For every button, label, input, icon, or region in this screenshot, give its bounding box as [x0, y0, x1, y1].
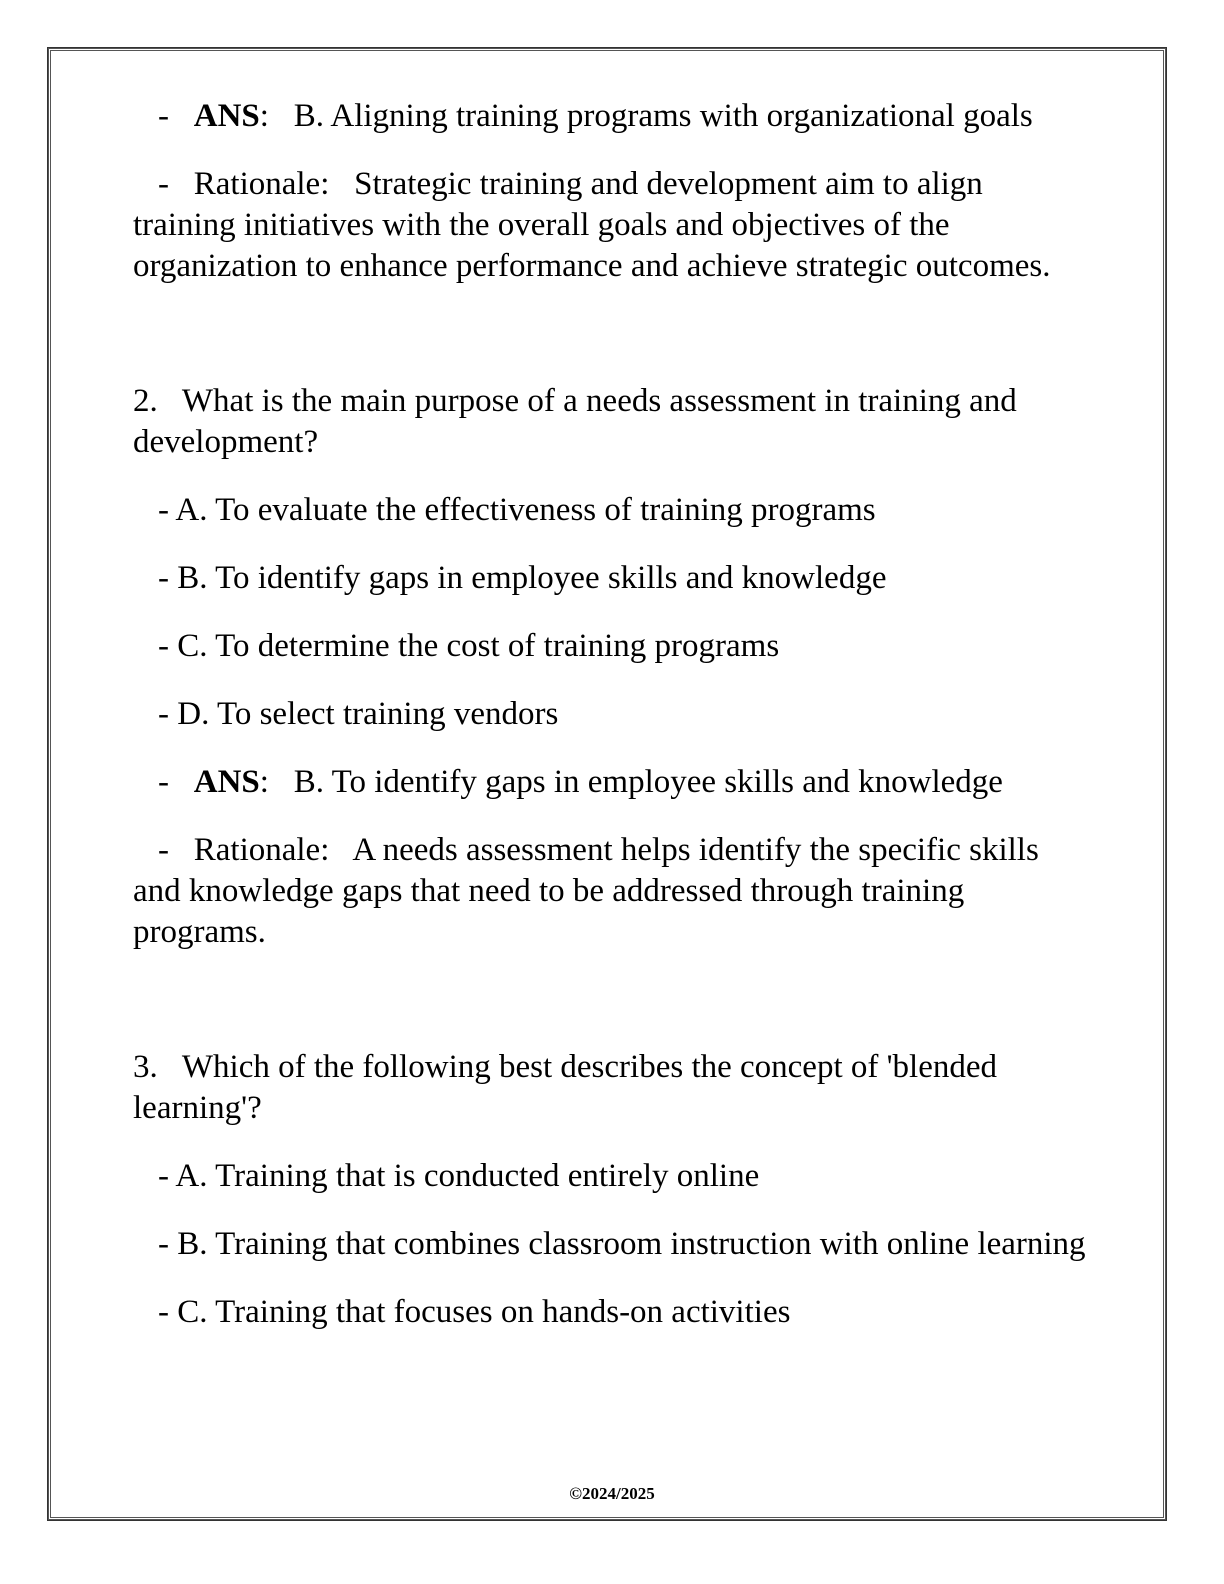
section-spacer — [133, 314, 1093, 381]
document-body — [133, 96, 1093, 1360]
q2-question-text: What is the main purpose of a needs assessment in training and development? — [133, 383, 1017, 460]
q3-number: 3. — [133, 1049, 158, 1085]
q3-question-text: Which of the following best describes the concept of 'blended learning'? — [133, 1049, 998, 1126]
copyright-footer: ©2024/2025 — [569, 1484, 655, 1503]
q1-answer-colon: : — [259, 98, 269, 134]
q3-option-b: - B. Training that combines classroom instruction with online learning — [158, 1226, 1086, 1262]
q2-number: 2. — [133, 383, 158, 419]
q2-answer-label: ANS — [193, 764, 260, 800]
q3-option-a: - A. Training that is conducted entirely online — [158, 1158, 760, 1194]
q2-answer — [133, 762, 1093, 803]
q2-option-a: - A. To evaluate the effectiveness of training programs — [158, 492, 876, 528]
q2-option-c: - C. To determine the cost of training programs — [158, 628, 780, 664]
q1-answer-label: ANS — [193, 98, 260, 134]
q2-answer-colon: : — [259, 764, 269, 800]
q2-rationale — [133, 830, 1093, 953]
q2-question — [133, 381, 1093, 463]
q1-answer-text: B. Aligning training programs with organizational goals — [293, 98, 1033, 134]
q2-option-b: - B. To identify gaps in employee skills and knowledge — [158, 560, 887, 596]
section-spacer — [133, 980, 1093, 1047]
q1-answer-dash: - — [158, 98, 169, 134]
q1-rationale-dash: - — [158, 166, 169, 202]
q1-rationale-text: Strategic training and development aim to align training initiatives with the overall goals and objectives of the organization to enhance performance and achieve strategic outcomes. — [133, 166, 1051, 284]
q1-answer — [133, 96, 1093, 137]
q2-answer-dash: - — [158, 764, 169, 800]
q1-rationale-label: Rationale: — [193, 166, 330, 202]
q1-rationale — [133, 164, 1093, 287]
q2-rationale-label: Rationale: — [193, 832, 330, 868]
q2-answer-text: B. To identify gaps in employee skills and knowledge — [293, 764, 1003, 800]
q2-rationale-dash: - — [158, 832, 169, 868]
q3-option-c: - C. Training that focuses on hands-on activities — [158, 1294, 791, 1330]
q2-option-d: - D. To select training vendors — [158, 696, 559, 732]
q2-rationale-text: A needs assessment helps identify the specific skills and knowledge gaps that need to be addressed through training programs. — [133, 832, 1039, 950]
q3-question — [133, 1047, 1093, 1129]
